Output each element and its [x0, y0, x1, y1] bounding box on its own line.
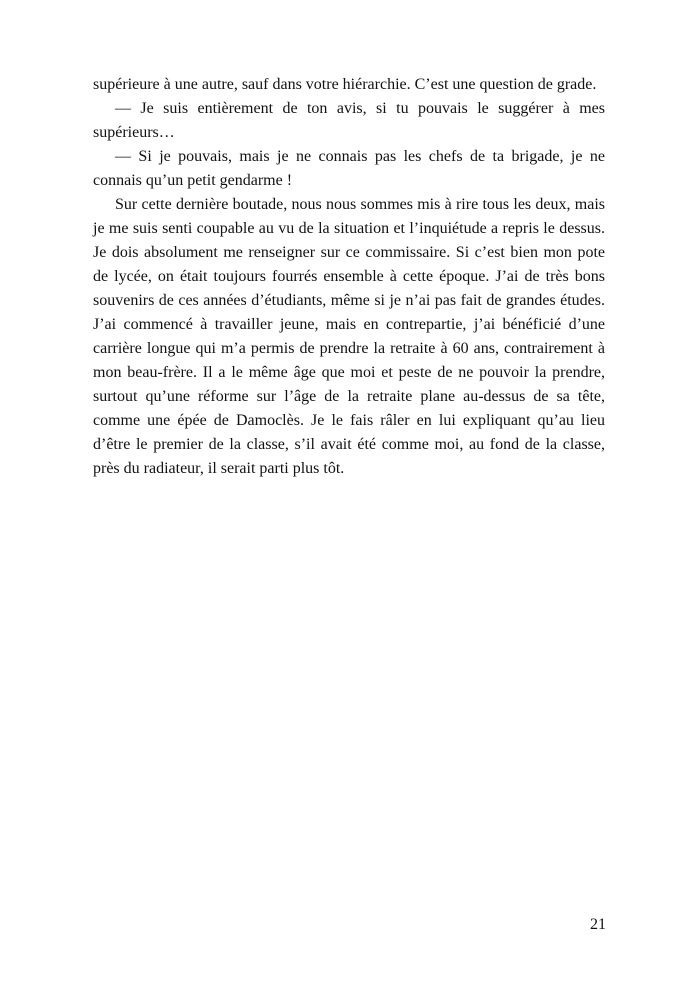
page-number: 21	[590, 916, 606, 933]
paragraph-continuation: supérieure à une autre, sauf dans votre hiérarchie. C’est une question de grade.	[93, 76, 597, 93]
paragraph-dialogue-2: — Si je pouvais, mais je ne connais pas les chefs de ta brigade, je ne connais qu’un petit gendarme !	[93, 148, 605, 189]
body-text	[93, 73, 605, 481]
paragraph-narrative: Sur cette dernière boutade, nous nous sommes mis à rire tous les deux, mais je me suis senti coupable au vu de la situation et l’inquiétude a repris le dessus. Je dois absolument me renseigner sur ce commissaire. Si c’est bien mon pote de lycée, on était toujours fourrés ensemble à cette époque. J’ai de très bons souvenirs de ces années d’étudiants, même si je n’ai pas fait de grandes études. J’ai commencé à travailler jeune, mais en contrepartie, j’ai bénéficié d’une carrière longue qui m’a permis de prendre la retraite à 60 ans, contrairement à mon beau-frère. Il a le même âge que moi et peste de ne pouvoir la prendre, surtout qu’une réforme sur l’âge de la retraite plane au-dessus de sa tête, comme une épée de Damoclès. Je le fais râler en lui expliquant qu’au lieu d’être le premier de la classe, s’il avait été comme moi, au fond de la classe, près du radiateur, il serait parti plus tôt.	[93, 196, 605, 477]
paragraph-dialogue-1: — Je suis entièrement de ton avis, si tu pouvais le suggérer à mes supérieurs…	[93, 100, 605, 141]
